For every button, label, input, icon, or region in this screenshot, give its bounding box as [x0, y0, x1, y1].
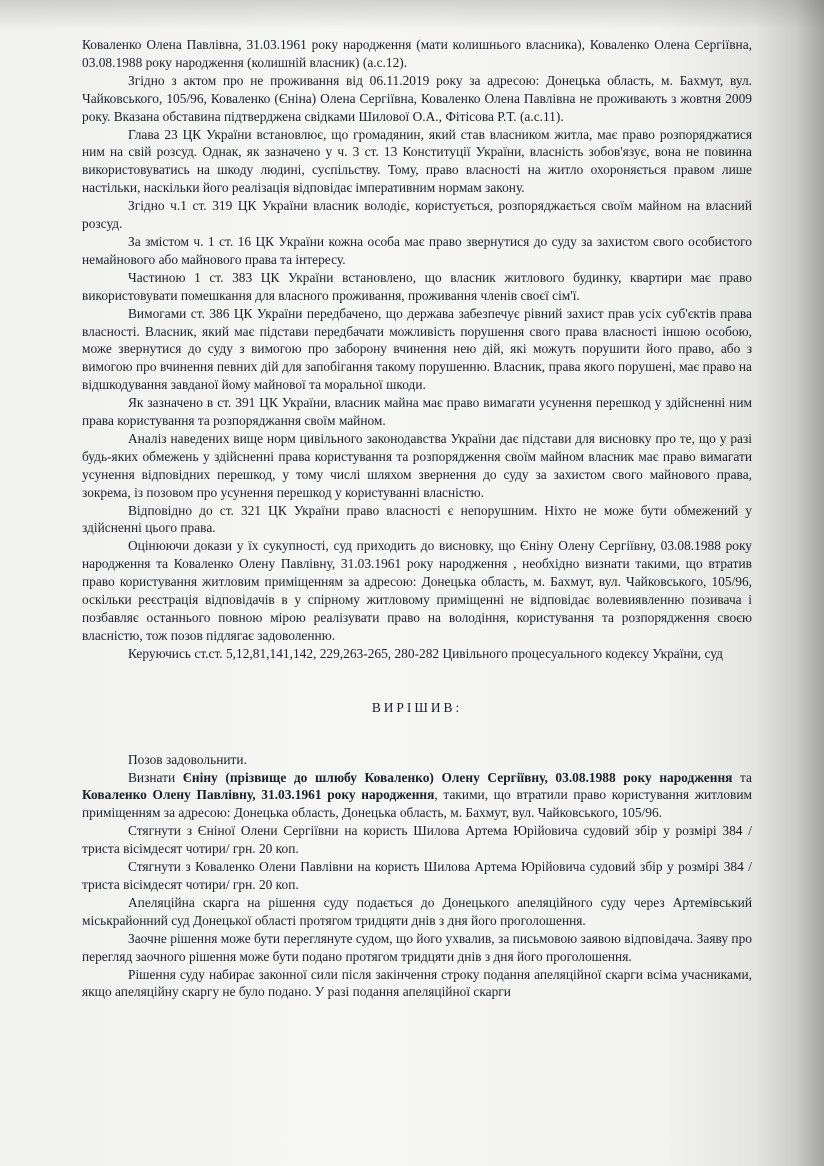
paragraph-3: Глава 23 ЦК України встановлює, що громадянин, який став власником житла, має право розпоряджатися ним на свій розсуд. Однак, як зазначено у ч. 3 ст. 13 Конституції України, власність зобов'язує, вона не повинна використовуватись на шкоду людині, суспільству. Тому, право власності на житло охороняється правом лише настільки, наскільки його реалізація відповідає імперативним нормам закону.: [82, 126, 752, 196]
decision-item-2-lead: Визнати: [128, 769, 183, 785]
decision-item-1: Позов задовольнити.: [128, 751, 247, 767]
defendant-2-bold: Коваленко Олену Павлівну, 31.03.1961 року народження: [82, 787, 435, 803]
decision-item-2-rest: , такими, що втратили право користування житловим приміщенням за адресою: Донецька область, Донецька область, м. Бахмут, вул. Чайковського, 105/96.: [82, 787, 752, 821]
decision-item-7: Рішення суду набирає законної сили після закінчення строку подання апеляційної скарги всіма учасниками, якщо апеляційну скаргу не було подано. У разі подання апеляційної скарги: [82, 966, 752, 1000]
paragraph-5: За змістом ч. 1 ст. 16 ЦК України кожна особа має право звернутися до суду за захистом свого особистого немайнового або майнового права та інтересу.: [82, 233, 752, 267]
decision-heading: ВИРІШИВ:: [371, 699, 463, 715]
paragraph-11: Оцінюючи докази у їх сукупності, суд приходить до висновку, що Єніну Олену Сергіївну, 03.08.1988 року народження та Коваленко Олену Павлівну, 31.03.1961 року народження , необхідно визнати такими, що втратив право користування житловим приміщенням за адресою: Донецька область, м. Бахмут, вул. Чайковського, 105/96, оскільки реєстрація відповідачів в у спірному житловому приміщенні не відповідає волевиявленню позивача і позбавляє останнього повною мірою реалізувати право на володіння, користування та розпорядження своєю власністю, тож позов підлягає задоволенню.: [82, 538, 752, 643]
paragraph-4: Згідно ч.1 ст. 319 ЦК України власник володіє, користується, розпоряджається своїм майном на власний розсуд.: [82, 198, 752, 232]
document-body: [82, 36, 752, 1001]
decision-item-2: [82, 769, 752, 823]
decision-item-3: Стягнути з Єніної Олени Сергіївни на користь Шилова Артема Юрійовича судовий збір у розмірі 384 /триста вісімдесят чотири/ грн. 20 коп.: [82, 823, 752, 857]
decision-item-4: Стягнути з Коваленко Олени Павлівни на користь Шилова Артема Юрійовича судовий збір у розмірі 384 /триста вісімдесят чотири/ грн. 20 коп.: [82, 859, 752, 892]
paragraph-12: Керуючись ст.ст. 5,12,81,141,142, 229,263-265, 280-282 Цивільного процесуального кодексу України, суд: [128, 645, 723, 661]
scan-shadow-right: [754, 0, 824, 1166]
decision-item-6: Заочне рішення може бути переглянуте судом, що його ухвалив, за письмовою заявою відповідача. Заяву про перегляд заочного рішення може бути подано протягом тридцяти днів з дня його проголошення.: [82, 930, 752, 964]
defendant-1-bold: Єніну (прізвище до шлюбу Коваленко) Олену Сергіївну, 03.08.1988 року народження: [182, 769, 733, 785]
paragraph-2: Згідно з актом про не проживання від 06.11.2019 року за адресою: Донецька область, м. Бахмут, вул. Чайковського, 105/96, Коваленко (Єніна) Олена Сергіївна, Коваленко Олена Павлівна не проживають з жовтня 2009 року. Вказана обставина підтверджена свідками Шилової О.А., Фітісова Р.Т. (а.с.11).: [82, 72, 752, 124]
scan-shadow-top: [0, 0, 824, 30]
paragraph-9: Аналіз наведених вище норм цивільного законодавства України дає підстави для висновку про те, що у разі будь-яких обмежень у здійсненні права користування та розпорядження своїм майном власник має право вимагати усунення відповідних перешкод, у тому числі шляхом звернення до суду за захистом свого майнового права, зокрема, із позовом про усунення перешкод у користуванні власністю.: [82, 430, 752, 500]
paragraph-8: Як зазначено в ст. 391 ЦК України, власник майна має право вимагати усунення перешкод у здійсненні ним права користування та розпоряджання своїм майном.: [82, 395, 752, 429]
decision-item-2-conj: та: [732, 769, 752, 785]
paragraph-7: Вимогами ст. 386 ЦК України передбачено, що держава забезпечує рівний захист прав усіх суб'єктів права власності. Власник, який має підстави передбачати можливість порушення свого права власності іншою особою, може звернутися до суду з вимогою про заборону вчинення нею дій, які можуть порушити його право, або з вимогою про вчинення певних дій для запобігання такому порушенню. Власник, права якого порушені, має право на відшкодування завданої йому майнової та моральної шкоди.: [82, 305, 752, 393]
paragraph-10: Відповідно до ст. 321 ЦК України право власності є непорушним. Ніхто не може бути обмежений у здійсненні цього права.: [82, 502, 752, 536]
paragraph-1: Коваленко Олена Павлівна, 31.03.1961 року народження (мати колишнього власника), Коваленко Олена Сергіївна, 03.08.1988 року народження (колишній власник) (а.с.12).: [82, 37, 752, 70]
paragraph-6: Частиною 1 ст. 383 ЦК України встановлено, що власник житлового будинку, квартири має право використовувати помешкання для власного проживання, проживання членів своєї сім'ї.: [82, 269, 752, 303]
decision-item-5: Апеляційна скарга на рішення суду подається до Донецького апеляційного суду через Артемівський міськрайонний суд Донецької області протягом тридцяти днів з дня його проголошення.: [82, 894, 752, 928]
